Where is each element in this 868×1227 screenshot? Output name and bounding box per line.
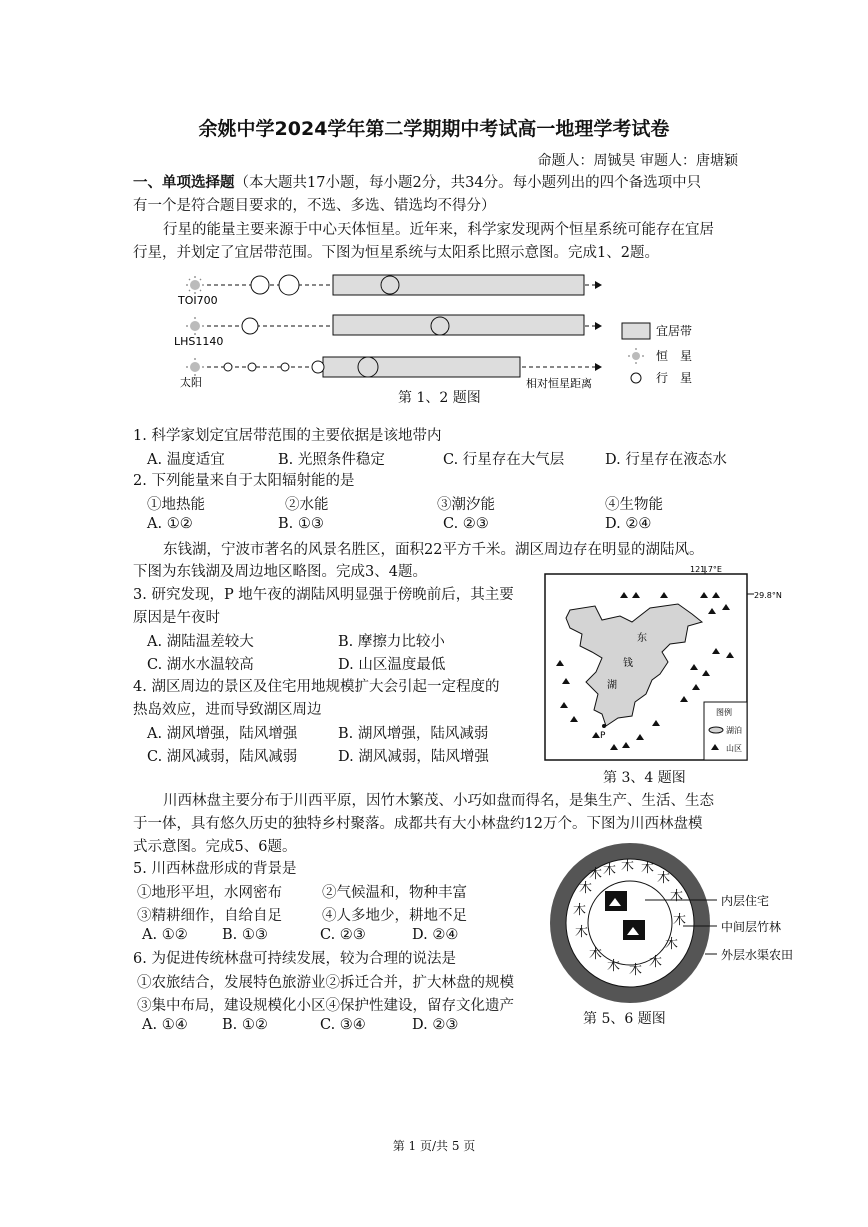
q3-stem-1: 3. 研究发现，P 地午夜的湖陆风明显强于傍晚前后，其主要: [133, 587, 514, 603]
latitude-label: 29.8°N: [754, 591, 782, 600]
system-label-toi700: TOI700: [178, 294, 218, 307]
q5-item-4: ④人多地少，耕地不足: [322, 908, 467, 924]
sun-glyph-2: [186, 317, 204, 335]
q4-option-a: A. 湖风增强，陆风增强: [147, 726, 298, 742]
figure-3-4-caption: 第 3、4 题图: [603, 770, 686, 786]
system-label-sun: 太阳: [180, 376, 202, 389]
q6-stem: 6. 为促进传统林盘可持续发展，较为合理的说法是: [133, 951, 456, 967]
q2-option-c: C. ②③: [443, 516, 489, 532]
q5-stem: 5. 川西林盘形成的背景是: [133, 861, 297, 877]
intro-56-line-2: 于一体，具有悠久历史的独特乡村聚落。成都共有大小林盘约12万个。下图为川西林盘模: [133, 816, 703, 832]
map-legend-lake-swatch: [709, 727, 723, 733]
q6-option-c: C. ③④: [320, 1017, 366, 1033]
sun-glyph-3: [186, 358, 204, 376]
lake-char-2: 钱: [623, 658, 633, 669]
q2-item-3: ③潮汐能: [437, 497, 495, 513]
q4-option-b: B. 湖风增强，陆风减弱: [338, 726, 489, 742]
q3-option-d: D. 山区温度最低: [338, 657, 446, 673]
q1-option-b: B. 光照条件稳定: [278, 452, 385, 468]
q3-option-a: A. 湖陆温差较大: [147, 634, 254, 650]
q2-option-b: B. ①③: [278, 516, 324, 532]
q3-option-b: B. 摩擦力比较小: [338, 634, 445, 650]
intro-56-line-1: 川西林盘主要分布于川西平原，因竹木繁茂、小巧如盘而得名，是集生产、生活、生态: [163, 793, 714, 809]
legend-planet-label: 行 星: [656, 371, 693, 385]
q5-option-b: B. ①③: [222, 927, 268, 943]
intro-56-line-3: 式示意图。完成5、6题。: [133, 839, 297, 855]
legend-star-label: 恒 星: [656, 349, 693, 363]
label-middle-bamboo: 中间层竹林: [721, 920, 782, 934]
q6-option-d: D. ②③: [412, 1017, 459, 1033]
lake-char-3: 湖: [607, 680, 617, 691]
intro-12-line-2: 行星，并划定了宜居带范围。下图为恒星系统与太阳系比照示意图。完成1、2题。: [133, 245, 659, 261]
legend-planet-icon: [631, 373, 641, 383]
section-1-line-1: [133, 172, 701, 194]
svg-text:⽊: ⽊: [665, 937, 679, 952]
intro-12-line-1: 行星的能量主要来源于中心天体恒星。近年来，科学家发现两个恒星系统可能存在宜居: [163, 222, 714, 238]
figure-1-2-caption: 第 1、2 题图: [398, 390, 481, 406]
q2-item-2: ②水能: [285, 497, 329, 513]
q5-item-2: ②气候温和，物种丰富: [322, 885, 467, 901]
intro-34-line-1: 东钱湖，宁波市著名的风景名胜区，面积22平方千米。湖区周边存在明显的湖陆风。: [163, 542, 704, 558]
q5-option-a: A. ①②: [142, 927, 188, 943]
label-inner-residence: 内层住宅: [721, 894, 770, 908]
q3-stem-2: 原因是午夜时: [133, 610, 220, 626]
map-legend-lake-label: 湖泊: [726, 726, 742, 735]
q5-item-3: ③精耕细作，自给自足: [137, 908, 282, 924]
svg-text:⽊: ⽊: [575, 925, 589, 940]
label-outer-farmland: 外层水渠农田: [721, 948, 794, 962]
lake-char-1: 东: [637, 633, 647, 644]
q5-item-1: ①地形平坦，水网密布: [137, 885, 282, 901]
figure-5-6-caption: 第 5、6 题图: [583, 1011, 666, 1027]
legend-habitable-swatch: [622, 323, 650, 339]
svg-text:⽊: ⽊: [641, 861, 655, 876]
svg-text:⽊: ⽊: [603, 863, 617, 878]
q2-item-1: ①地热能: [147, 497, 205, 513]
system-label-lhs1140: LHS1140: [174, 335, 224, 348]
svg-text:⽊: ⽊: [573, 903, 587, 918]
q4-option-c: C. 湖风减弱，陆风减弱: [147, 749, 298, 765]
svg-text:⽊: ⽊: [607, 959, 621, 974]
q2-stem: 2. 下列能量来自于太阳辐射能的是: [133, 473, 355, 489]
svg-text:⽊: ⽊: [589, 947, 603, 962]
svg-text:⽊: ⽊: [670, 889, 684, 904]
point-p-marker: [602, 724, 606, 728]
q6-items-line-1: ①农旅结合，发展特色旅游业②拆迁合并，扩大林盘的规模: [137, 975, 514, 991]
svg-text:⽊: ⽊: [649, 955, 663, 970]
q4-stem-1: 4. 湖区周边的景区及住宅用地规模扩大会引起一定程度的: [133, 679, 500, 695]
q1-option-a: A. 温度适宜: [147, 452, 225, 468]
axis-label-distance: 相对恒星距离: [526, 377, 592, 390]
figure-3-4-map: [540, 562, 840, 762]
q3-option-c: C. 湖水水温较高: [147, 657, 254, 673]
svg-text:⽊: ⽊: [589, 867, 603, 882]
q6-option-b: B. ①②: [222, 1017, 268, 1033]
q2-item-4: ④生物能: [605, 497, 663, 513]
section-1-instructions-2: 有一个是符合题目要求的，不选、多选、错选均不得分）: [133, 198, 496, 214]
svg-text:⽊: ⽊: [629, 963, 643, 978]
point-p-label: P: [600, 731, 606, 741]
page-footer: 第 1 页/共 5 页: [392, 1139, 476, 1153]
q4-stem-2: 热岛效应，进而导致湖区周边: [133, 702, 322, 718]
q6-option-a: A. ①④: [142, 1017, 188, 1033]
q1-option-c: C. 行星存在大气层: [443, 452, 565, 468]
svg-text:⽊: ⽊: [657, 871, 671, 886]
setters-line: 命题人：周铖昊 审题人：唐塘颖: [537, 153, 738, 169]
section-1-heading: 一、单项选择题: [133, 175, 235, 191]
q1-option-d: D. 行星存在液态水: [605, 452, 727, 468]
map-legend-title: 图例: [716, 708, 732, 717]
section-1-instructions: （本大题共17小题，每小题2分，共34分。每小题列出的四个备选项中只: [234, 175, 702, 191]
legend-star-icon: [628, 348, 644, 364]
svg-text:⽊: ⽊: [621, 859, 635, 874]
intro-34-line-2: 下图为东钱湖及周边地区略图。完成3、4题。: [133, 564, 427, 580]
map-legend-mountain-label: 山区: [726, 744, 742, 753]
q2-option-a: A. ①②: [147, 516, 193, 532]
longitude-label: 121.7°E: [690, 565, 722, 574]
q5-option-d: D. ②④: [412, 927, 459, 943]
q4-option-d: D. 湖风减弱，陆风增强: [338, 749, 489, 765]
svg-text:⽊: ⽊: [673, 913, 687, 928]
figure-5-6-linpan: [545, 838, 815, 1008]
exam-title: 余姚中学2024学年第二学期期中考试高一地理学考试卷: [198, 118, 670, 140]
q5-option-c: C. ②③: [320, 927, 366, 943]
q6-items-line-2: ③集中布局，建设规模化小区④保护性建设，留存文化遗产: [137, 998, 514, 1014]
legend-habitable-label: 宜居带: [656, 324, 693, 338]
svg-text:⽊: ⽊: [579, 881, 593, 896]
q2-option-d: D. ②④: [605, 516, 652, 532]
sun-glyph-1: [186, 276, 204, 294]
q1-stem: 1. 科学家划定宜居带范围的主要依据是该地带内: [133, 428, 442, 444]
